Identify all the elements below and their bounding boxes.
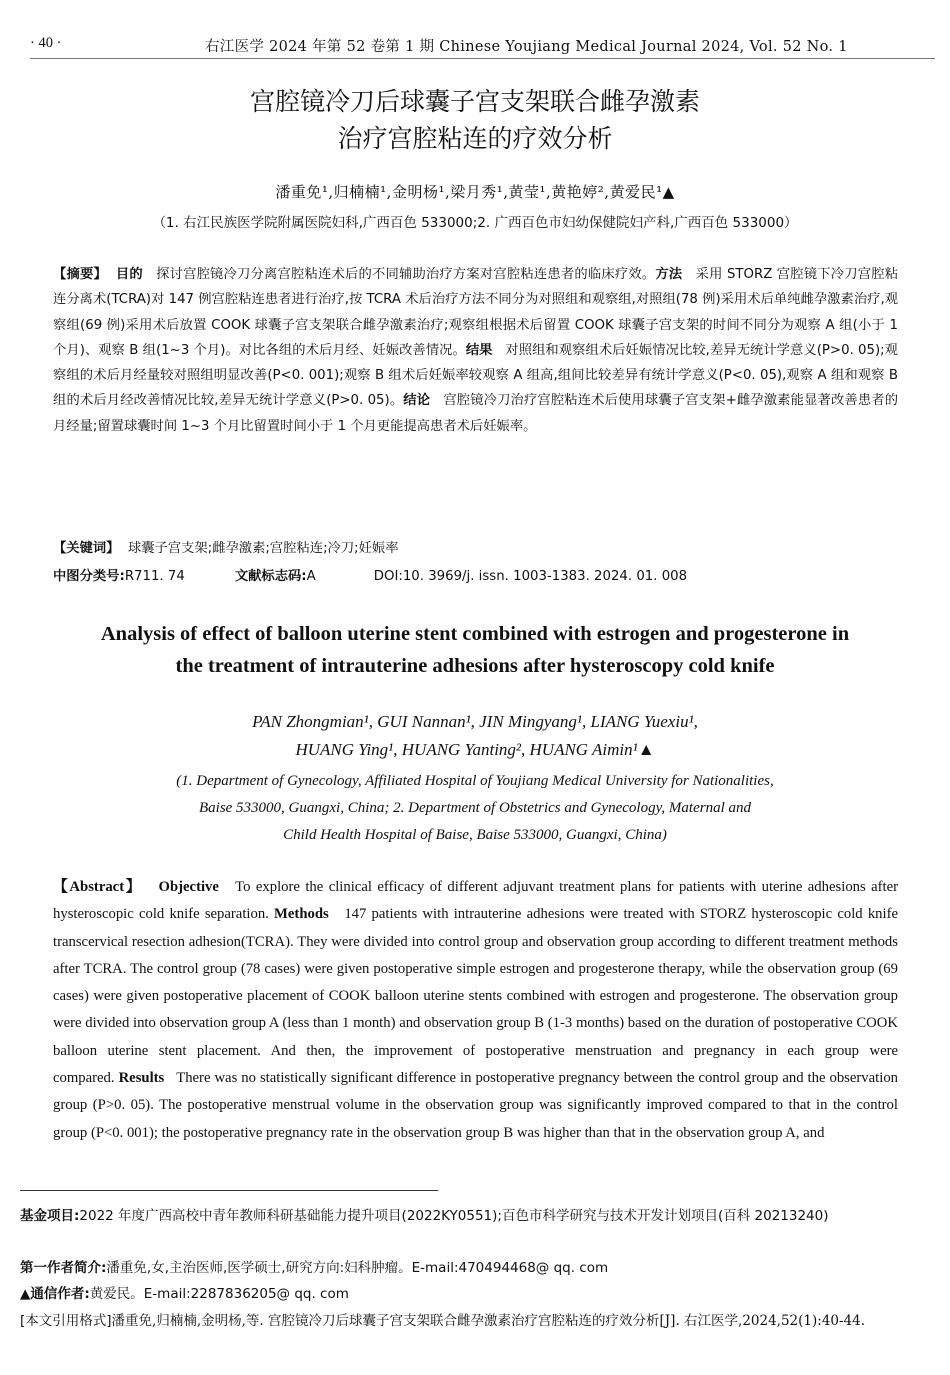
affiliation-english xyxy=(0,768,950,849)
footnote-corresponding-author xyxy=(20,1281,930,1307)
journal-citation-line: 右江医学 2024 年第 52 卷第 1 期 Chinese Youjiang Medical Journal 2024, Vol. 52 No. 1 xyxy=(205,39,848,55)
affiliation-english-line3: Child Health Hospital of Baise, Baise 533000, Guangxi, China) xyxy=(283,827,667,843)
authors-english xyxy=(0,708,950,764)
footnote-divider xyxy=(20,1190,438,1191)
affiliation-english-line2: Baise 533000, Guangxi, China; 2. Department of Obstetrics and Gynecology, Maternal and xyxy=(198,800,751,816)
authors-chinese: 潘重免¹,归楠楠¹,金明杨¹,梁月秀¹,黄莹¹,黄艳婷²,黄爱民¹▲ xyxy=(275,183,675,201)
running-header xyxy=(0,32,950,58)
affiliation-english-line1: (1. Department of Gynecology, Affiliated Hospital of Youjiang Medical University for Nationalities, xyxy=(176,773,774,789)
title-chinese xyxy=(0,83,950,157)
footnote-citation xyxy=(20,1308,930,1334)
citation-label: [本文引用格式] xyxy=(20,1313,112,1329)
citation-text: 潘重免,归楠楠,金明杨,等. 宫腔镜冷刀后球囊子宫支架联合雌孕激素治疗宫腔粘连的疗效分析[J]. 右江医学,2024,52(1):40-44. xyxy=(111,1313,866,1329)
results-label: 结果 xyxy=(465,342,493,358)
results-text: 对照组和观察组术后妊娠情况比较,差异无统计学意义(P>0. 05);观察组的术后月经量较对照组明显改善(P<0. 001);观察 B 组术后妊娠率较观察 A 组高,组间比较差异有统计学意义(P<0. 05),观察 A 组和观察 B 组的术后月经改善情况比较,差异无统计学意义(P>0. 05)。 xyxy=(53,342,898,409)
authors-english-line2: HUANG Ying¹, HUANG Yanting², HUANG Aimin¹▲ xyxy=(295,740,655,759)
methods-en-text: 147 patients with intrauterine adhesions were treated with STORZ hysteroscopic cold knife transcervical resection adhesion(TCRA). They were divided into control group and observation group according to different treatment methods after TCRA. The control group (78 cases) were given postoperative simple estrogen and progesterone therapy, while the observation group (69 cases) were given postoperative placement of COOK balloon uterine stents combined with estrogen and progesterone. The observation group were divided into observation group A (less than 1 month) and observation group B (1-3 months) based on the duration of postoperative COOK balloon uterine stent placement. And then, the improvement of postoperative menstruation and pregnancy in each group were compared. xyxy=(53,906,898,1087)
methods-en-label: Methods xyxy=(274,906,329,923)
keywords-text: 球囊子宫支架;雌孕激素;宫腔粘连;冷刀;妊娠率 xyxy=(127,541,399,556)
first-author-text: 潘重免,女,主治医师,医学硕士,研究方向:妇科肿瘤。E-mail:470494468@ qq. com xyxy=(106,1260,609,1276)
objective-en-text: To explore the clinical efficacy of different adjuvant treatment plans for patients with uterine adhesions after hysteroscopic cold knife separation. xyxy=(53,879,899,923)
abstract-chinese xyxy=(53,262,898,439)
authors-english-line1: PAN Zhongmian¹, GUI Nannan¹, JIN Mingyang¹, LIANG Yuexiu¹, xyxy=(252,712,698,731)
clc-value: R711. 74 xyxy=(124,569,185,584)
classification-line xyxy=(53,565,898,584)
title-english xyxy=(40,618,910,682)
results-en-label: Results xyxy=(118,1070,165,1087)
doc-code-value: A xyxy=(306,569,316,584)
fund-text: 2022 年度广西高校中青年教师科研基础能力提升项目(2022KY0551);百色市科学研究与技术开发计划项目(百科 20213240) xyxy=(79,1208,829,1224)
methods-label: 方法 xyxy=(655,267,683,282)
title-english-line1: Analysis of effect of balloon uterine stent combined with estrogen and progesterone in xyxy=(100,623,850,645)
first-author-label: 第一作者简介: xyxy=(20,1260,107,1276)
abstract-label: 【摘要】 xyxy=(53,267,107,282)
objective-label: 目的 xyxy=(115,267,143,282)
conclusion-text: 宫腔镜冷刀治疗宫腔粘连术后使用球囊子宫支架+雌孕激素能显著改善患者的月经量;留置球囊时间 1~3 个月比留置时间小于 1 个月更能提高患者术后妊娠率。 xyxy=(53,393,899,434)
doi: DOI:10. 3969/j. issn. 1003-1383. 2024. 01. 008 xyxy=(373,569,688,584)
objective-en-label: Objective xyxy=(158,879,219,895)
methods-text: 采用 STORZ 宫腔镜下冷刀宫腔粘连分离术(TCRA)对 147 例宫腔粘连患者进行治疗,按 TCRA 术后治疗方法不同分为对照组和观察组,对照组(78 例)采用术后单纯雌孕激素治疗,观察组(69 例)采用术后放置 COOK 球囊子宫支架联合雌孕激素治疗;观察组根据术后留置 COOK 球囊子宫支架的时间不同分为观察 A 组(小于 1 个月)、观察 B 组(1~3 个月)。对比各组的术后月经、妊娠改善情况。 xyxy=(53,267,899,358)
abstract-en-label: 【Abstract】 xyxy=(53,879,143,895)
header-divider xyxy=(30,58,935,59)
title-english-line2: the treatment of intrauterine adhesions after hysteroscopy cold knife xyxy=(175,655,775,677)
keywords-label: 【关键词】 xyxy=(53,541,120,556)
footnote-fund xyxy=(20,1203,930,1229)
fund-label: 基金项目: xyxy=(20,1208,80,1224)
clc-label: 中图分类号: xyxy=(53,569,125,584)
doc-code-label: 文献标志码: xyxy=(234,569,307,584)
abstract-english xyxy=(53,874,898,1147)
results-en-text: There was no statistically significant difference in postoperative pregnancy between the control group and the observation group (P>0. 05). The postoperative menstrual volume in the observation group was significantly improved compared to that in the control group (P<0. 001); the postoperative pregnancy rate in the observation group B was higher than that in the observation group A, and xyxy=(53,1070,899,1141)
objective-text: 探讨宫腔镜冷刀分离宫腔粘连术后的不同辅助治疗方案对宫腔粘连患者的临床疗效。 xyxy=(156,267,656,282)
conclusion-label: 结论 xyxy=(403,393,431,409)
title-chinese-line2: 治疗宫腔粘连的疗效分析 xyxy=(337,124,613,153)
keywords-chinese xyxy=(53,537,898,556)
corresponding-text: 黄爱民。E-mail:2287836205@ qq. com xyxy=(89,1286,349,1302)
footnote-first-author xyxy=(20,1255,930,1281)
corresponding-label: ▲通信作者: xyxy=(20,1286,90,1302)
title-chinese-line1: 宫腔镜冷刀后球囊子宫支架联合雌孕激素 xyxy=(249,87,700,116)
page-number: · 40 · xyxy=(30,35,62,51)
affiliation-chinese: （1. 右江民族医学院附属医院妇科,广西百色 533000;2. 广西百色市妇幼保健院妇产科,广西百色 533000） xyxy=(152,215,798,231)
